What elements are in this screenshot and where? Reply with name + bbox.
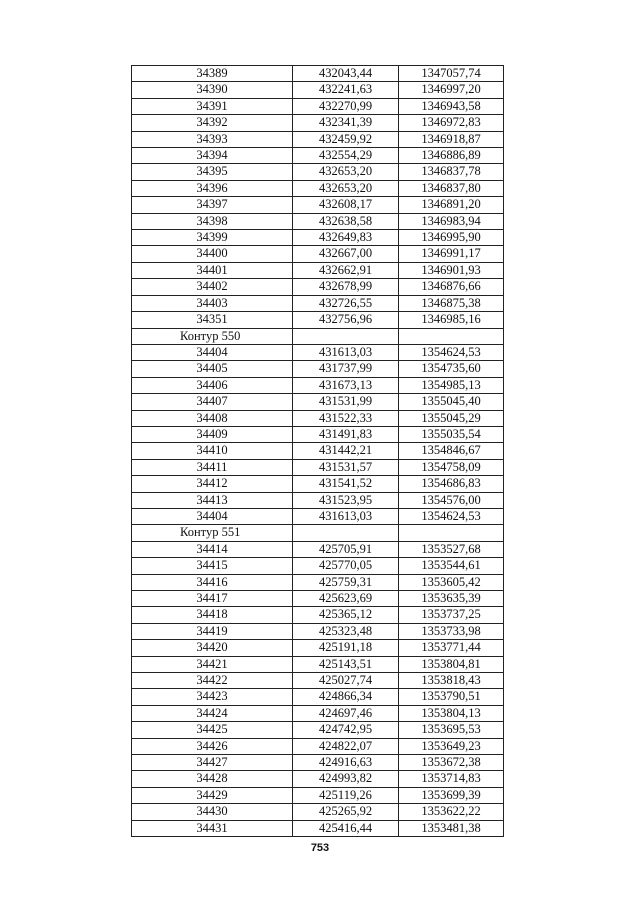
point-id-cell: 34424 [132,705,293,721]
point-id-cell: 34397 [132,197,293,213]
y-coordinate-cell: 1346876,66 [399,279,504,295]
table-row [132,508,504,524]
x-coordinate-cell: 432043,44 [293,66,399,82]
x-coordinate-cell: 425191,18 [293,640,399,656]
table-row [132,755,504,771]
x-coordinate-cell: 425623,69 [293,591,399,607]
y-coordinate-cell: 1353804,81 [399,656,504,672]
table-row [132,705,504,721]
point-id-cell: 34391 [132,98,293,114]
table-row [132,459,504,475]
x-coordinate-cell: 432270,99 [293,98,399,114]
x-coordinate-cell: 431442,21 [293,443,399,459]
contour-header-row [132,328,504,344]
contour-label: Контур 551 [132,525,293,541]
point-id-cell: 34422 [132,673,293,689]
table-row [132,230,504,246]
point-id-cell: 34423 [132,689,293,705]
table-row [132,246,504,262]
point-id-cell: 34420 [132,640,293,656]
x-coordinate-cell: 431613,03 [293,508,399,524]
point-id-cell: 34426 [132,738,293,754]
y-coordinate-cell: 1346886,89 [399,148,504,164]
table-row [132,558,504,574]
point-id-cell: 34421 [132,656,293,672]
y-coordinate-cell: 1354624,53 [399,344,504,360]
x-coordinate-cell: 425119,26 [293,787,399,803]
y-coordinate-cell: 1346891,20 [399,197,504,213]
x-coordinate-cell: 432459,92 [293,131,399,147]
point-id-cell: 34389 [132,66,293,82]
y-coordinate-cell: 1353737,25 [399,607,504,623]
y-coordinate-cell: 1353699,39 [399,787,504,803]
x-coordinate-cell: 431673,13 [293,377,399,393]
point-id-cell: 34406 [132,377,293,393]
x-coordinate-cell: 425365,12 [293,607,399,623]
y-coordinate-cell: 1354846,67 [399,443,504,459]
x-coordinate-cell: 431531,99 [293,394,399,410]
x-coordinate-cell: 425759,31 [293,574,399,590]
table-row [132,623,504,639]
point-id-cell: 34425 [132,722,293,738]
x-coordinate-cell: 424916,63 [293,755,399,771]
point-id-cell: 34428 [132,771,293,787]
table-row [132,361,504,377]
y-coordinate-cell: 1346918,87 [399,131,504,147]
x-coordinate-cell: 432662,91 [293,262,399,278]
y-coordinate-cell: 1353527,68 [399,541,504,557]
x-coordinate-cell: 432638,58 [293,213,399,229]
y-coordinate-cell: 1354735,60 [399,361,504,377]
x-coordinate-cell: 432653,20 [293,180,399,196]
table-row [132,164,504,180]
point-id-cell: 34407 [132,394,293,410]
x-coordinate-cell: 432341,39 [293,115,399,131]
page-number: 753 [310,842,330,854]
y-coordinate-cell: 1353714,83 [399,771,504,787]
y-coordinate-cell: 1353790,51 [399,689,504,705]
y-coordinate-cell: 1346972,83 [399,115,504,131]
y-coordinate-cell: 1346837,78 [399,164,504,180]
point-id-cell: 34408 [132,410,293,426]
point-id-cell: 34395 [132,164,293,180]
coordinates-table [131,65,504,837]
y-coordinate-cell: 1353733,98 [399,623,504,639]
table-row [132,689,504,705]
contour-header-row [132,525,504,541]
table-row [132,377,504,393]
y-coordinate-cell: 1353804,13 [399,705,504,721]
table-row [132,492,504,508]
y-coordinate-cell: 1346875,38 [399,295,504,311]
point-id-cell: 34414 [132,541,293,557]
y-coordinate-cell: 1354985,13 [399,377,504,393]
x-coordinate-cell: 431491,83 [293,426,399,442]
point-id-cell: 34411 [132,459,293,475]
table-row [132,722,504,738]
x-coordinate-cell: 432608,17 [293,197,399,213]
table-row [132,804,504,820]
point-id-cell: 34429 [132,787,293,803]
table-row [132,640,504,656]
point-id-cell: 34417 [132,591,293,607]
table-row [132,213,504,229]
point-id-cell: 34405 [132,361,293,377]
x-coordinate-cell: 425705,91 [293,541,399,557]
y-coordinate-cell: 1346995,90 [399,230,504,246]
x-coordinate-cell: 432241,63 [293,82,399,98]
x-coordinate-cell: 431613,03 [293,344,399,360]
y-coordinate-cell: 1354686,83 [399,476,504,492]
y-coordinate-cell: 1354758,09 [399,459,504,475]
table-row [132,82,504,98]
point-id-cell: 34404 [132,344,293,360]
table-row [132,180,504,196]
x-coordinate-cell: 432756,96 [293,312,399,328]
point-id-cell: 34351 [132,312,293,328]
point-id-cell: 34412 [132,476,293,492]
x-coordinate-cell: 431541,52 [293,476,399,492]
table-row [132,673,504,689]
table-row [132,426,504,442]
y-coordinate-cell: 1346985,16 [399,312,504,328]
y-coordinate-cell: 1353622,22 [399,804,504,820]
point-id-cell: 34430 [132,804,293,820]
point-id-cell: 34402 [132,279,293,295]
point-id-cell: 34409 [132,426,293,442]
x-coordinate-cell: 424742,95 [293,722,399,738]
y-coordinate-cell: 1346983,94 [399,213,504,229]
table-row [132,820,504,836]
table-row [132,443,504,459]
x-coordinate-cell: 432667,00 [293,246,399,262]
table-row [132,148,504,164]
table-row [132,591,504,607]
table-row [132,66,504,82]
point-id-cell: 34400 [132,246,293,262]
table-row [132,262,504,278]
y-coordinate-cell: 1353649,23 [399,738,504,754]
y-coordinate-cell: 1346901,93 [399,262,504,278]
table-row [132,656,504,672]
table-row [132,115,504,131]
point-id-cell: 34410 [132,443,293,459]
y-coordinate-cell: 1354624,53 [399,508,504,524]
point-id-cell: 34393 [132,131,293,147]
y-coordinate-cell: 1347057,74 [399,66,504,82]
point-id-cell: 34427 [132,755,293,771]
x-coordinate-cell: 425770,05 [293,558,399,574]
y-coordinate-cell: 1353544,61 [399,558,504,574]
table-row [132,410,504,426]
x-coordinate-cell: 425323,48 [293,623,399,639]
point-id-cell: 34392 [132,115,293,131]
y-coordinate-cell: 1353481,38 [399,820,504,836]
y-coordinate-cell: 1353695,53 [399,722,504,738]
table-row [132,771,504,787]
x-coordinate-cell: 424866,34 [293,689,399,705]
empty-cell [293,525,399,541]
y-coordinate-cell: 1355035,54 [399,426,504,442]
x-coordinate-cell: 431737,99 [293,361,399,377]
x-coordinate-cell: 425265,92 [293,804,399,820]
coordinates-table-body [132,66,504,837]
table-row [132,787,504,803]
point-id-cell: 34399 [132,230,293,246]
x-coordinate-cell: 431522,33 [293,410,399,426]
x-coordinate-cell: 431531,57 [293,459,399,475]
point-id-cell: 34413 [132,492,293,508]
y-coordinate-cell: 1353635,39 [399,591,504,607]
table-row [132,738,504,754]
point-id-cell: 34415 [132,558,293,574]
y-coordinate-cell: 1346991,17 [399,246,504,262]
table-row [132,607,504,623]
x-coordinate-cell: 432653,20 [293,164,399,180]
y-coordinate-cell: 1353672,38 [399,755,504,771]
x-coordinate-cell: 432649,83 [293,230,399,246]
y-coordinate-cell: 1346997,20 [399,82,504,98]
point-id-cell: 34396 [132,180,293,196]
y-coordinate-cell: 1353818,43 [399,673,504,689]
table-row [132,312,504,328]
table-row [132,574,504,590]
y-coordinate-cell: 1355045,29 [399,410,504,426]
y-coordinate-cell: 1355045,40 [399,394,504,410]
x-coordinate-cell: 424993,82 [293,771,399,787]
point-id-cell: 34431 [132,820,293,836]
point-id-cell: 34394 [132,148,293,164]
point-id-cell: 34398 [132,213,293,229]
x-coordinate-cell: 424822,07 [293,738,399,754]
empty-cell [399,525,504,541]
table-row [132,295,504,311]
table-row [132,344,504,360]
point-id-cell: 34404 [132,508,293,524]
contour-label: Контур 550 [132,328,293,344]
x-coordinate-cell: 425143,51 [293,656,399,672]
y-coordinate-cell: 1346943,58 [399,98,504,114]
x-coordinate-cell: 432678,99 [293,279,399,295]
point-id-cell: 34403 [132,295,293,311]
point-id-cell: 34390 [132,82,293,98]
x-coordinate-cell: 432726,55 [293,295,399,311]
x-coordinate-cell: 432554,29 [293,148,399,164]
empty-cell [399,328,504,344]
table-row [132,476,504,492]
y-coordinate-cell: 1354576,00 [399,492,504,508]
point-id-cell: 34401 [132,262,293,278]
table-row [132,197,504,213]
point-id-cell: 34418 [132,607,293,623]
x-coordinate-cell: 425027,74 [293,673,399,689]
point-id-cell: 34419 [132,623,293,639]
empty-cell [293,328,399,344]
table-row [132,98,504,114]
x-coordinate-cell: 431523,95 [293,492,399,508]
point-id-cell: 34416 [132,574,293,590]
y-coordinate-cell: 1346837,80 [399,180,504,196]
x-coordinate-cell: 425416,44 [293,820,399,836]
table-row [132,541,504,557]
table-row [132,394,504,410]
y-coordinate-cell: 1353771,44 [399,640,504,656]
x-coordinate-cell: 424697,46 [293,705,399,721]
y-coordinate-cell: 1353605,42 [399,574,504,590]
table-row [132,131,504,147]
table-row [132,279,504,295]
